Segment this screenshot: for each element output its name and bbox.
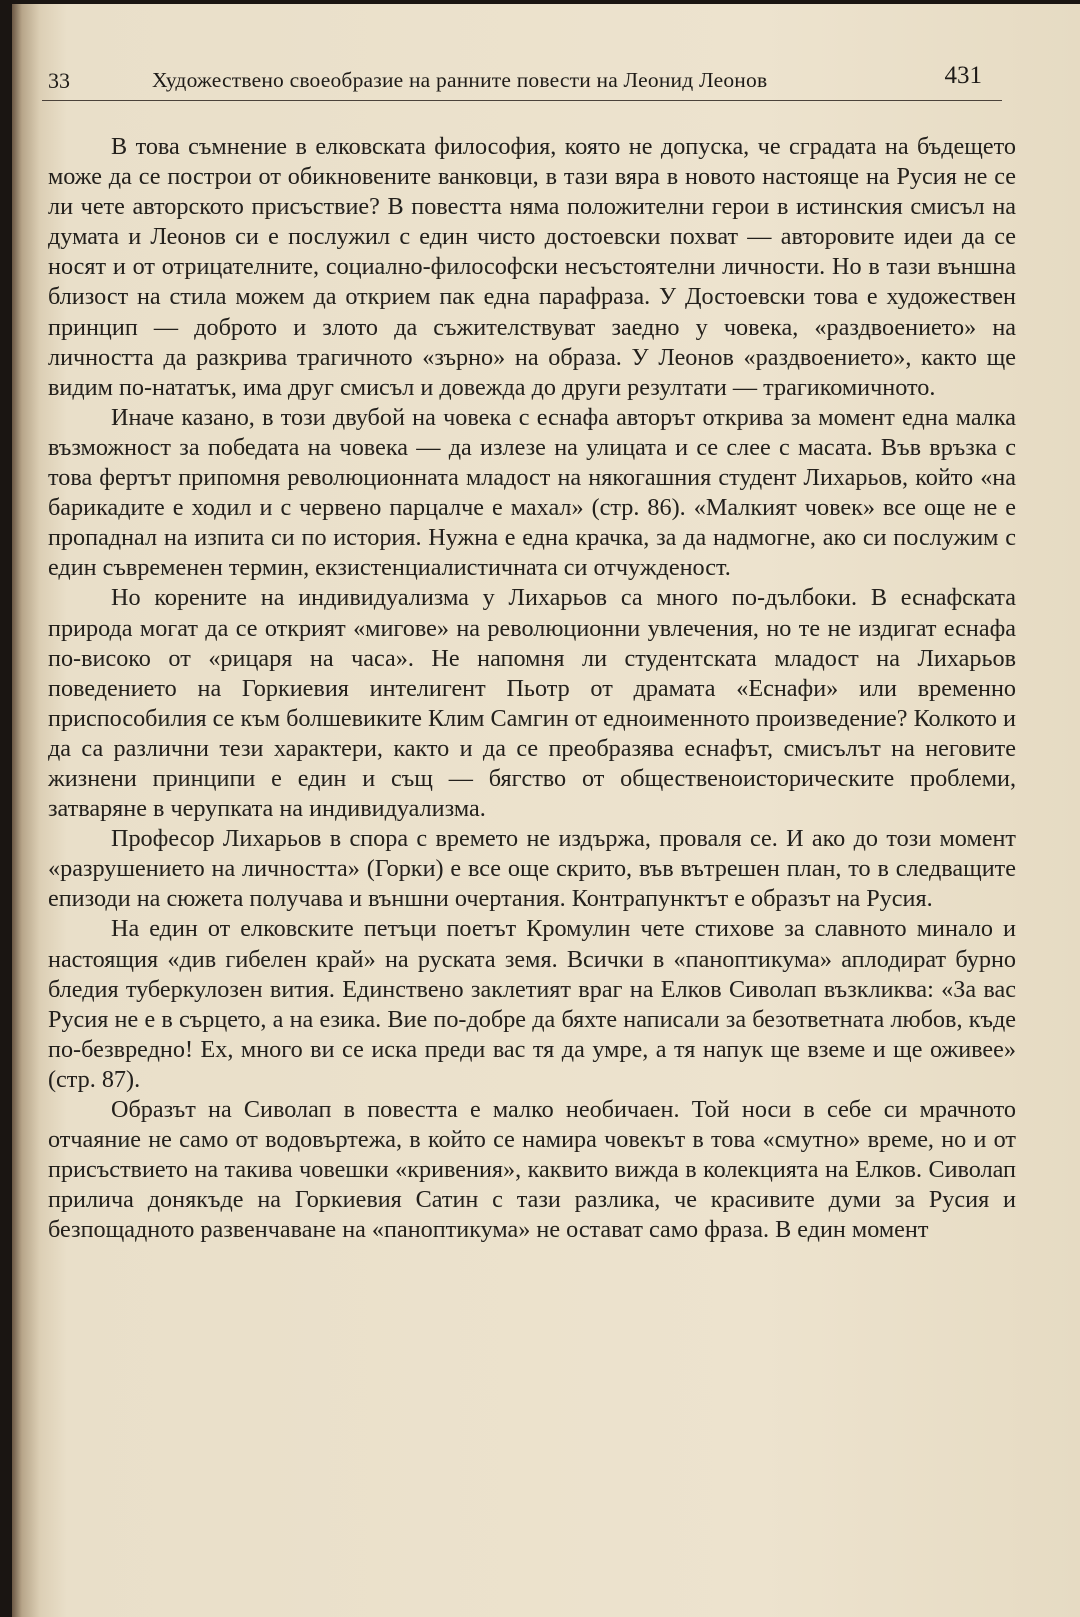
paragraph: Но корените на индивидуализма у Лихарьов са много по-дълбоки. В еснафската природа могат да се открият «мигове» на революционни увлечения, но те не издигат еснафа по-високо от «рицаря на часа». Не напомня ли студентската младост на Лихарьов поведението на Горкиевия интелигент Пьотр от драмата «Еснафи» или временно приспособилия се към болшевиките Клим Самгин от едноименното произведение? Колкото и да са различни тези характери, както и да се преобразява еснафът, смисълът на неговите жизнени принципи е един и същ — бягство от общественоисторическите проблеми, затваряне в черупката на индивидуализма. (48, 584, 1016, 823)
paragraph: Иначе казано, в този двубой на човека с еснафа авторът открива за момент една малка възможност за победата на човека — да излезе на улицата и се слее с масата. Във връзка с това фертът припомня революционната младост на някогашния студент Лихарьов, който «на барикадите е ходил и с червено парцалче е махал» (стр. 86). «Малкият човек» все още не е пропаднал на изпита си по история. Нужна е една крачка, за да надмогне, ако си послужим с един съвременен термин, екзистенциалистичната си отчужденост. (48, 403, 1016, 582)
book-page (12, 4, 1080, 1617)
page-number-right: 431 (944, 62, 982, 89)
page-number-left: 33 (48, 68, 70, 93)
body-text (48, 132, 1016, 1245)
running-title: Художествено своеобразие на ранните повести на Леонид Леонов (152, 68, 768, 92)
paragraph: Професор Лихарьов в спора с времето не издържа, проваля се. И ако до този момент «разрушението на личността» (Горки) е все още скрито, във вътрешен план, то в следващите епизоди на сюжета получава и външни очертания. Контрапунктът е образът на Русия. (48, 825, 1016, 913)
page-header (42, 62, 1010, 98)
paragraph: В това съмнение в елковската философия, която не допуска, че сградата на бъдещето може да се построи от обикновените ванковци, в тази вяра в новото настояще на Русия не се ли чете авторското присъствие? В повестта няма положителни герои в истинския смисъл на думата и Леонов си е послужил с един чисто достоевски похват — авторовите идеи да се носят и от отрицателните, социално-философски несъстоятелни личности. Но в тази външна близост на стила можем да открием пак една парафраза. У Достоевски това е художествен принцип — доброто и злото да съжителствуват заедно у човека, «раздвоението» на личността да разкрива трагичното «зърно» на образа. У Леонов «раздвоението», както ще видим по-нататък, има друг смисъл и довежда до други резултати — трагикомичното. (48, 133, 1016, 401)
paragraph: На един от елковските петъци поетът Кромулин чете стихове за славното минало и настоящия «див гибелен край» на руската земя. Всички в «паноптикума» аплодират бурно бледия туберкулозен вития. Единствено заклетият враг на Елков Сиволап възкликва: «За вас Русия не е в сърцето, а на езика. Вие по-добре да бяхте написали за безответната любов, къде по-безвредно! Ех, много ви се иска преди вас тя да умре, а тя напук ще вземе и ще оживее» (стр. 87). (48, 915, 1016, 1093)
header-rule (42, 100, 1002, 101)
paragraph: Образът на Сиволап в повестта е малко необичаен. Той носи в себе си мрачното отчаяние не само от водовъртежа, в който се намира човекът в това «смутно» време, но и от присъствието на такива човешки «кривения», каквито вижда в колекцията на Елков. Сиволап прилича донякъде на Горкиевия Сатин с тази разлика, че красивите думи за Русия и безпощадното развенчаване на «паноптикума» не остават само фраза. В един момент (48, 1096, 1016, 1244)
